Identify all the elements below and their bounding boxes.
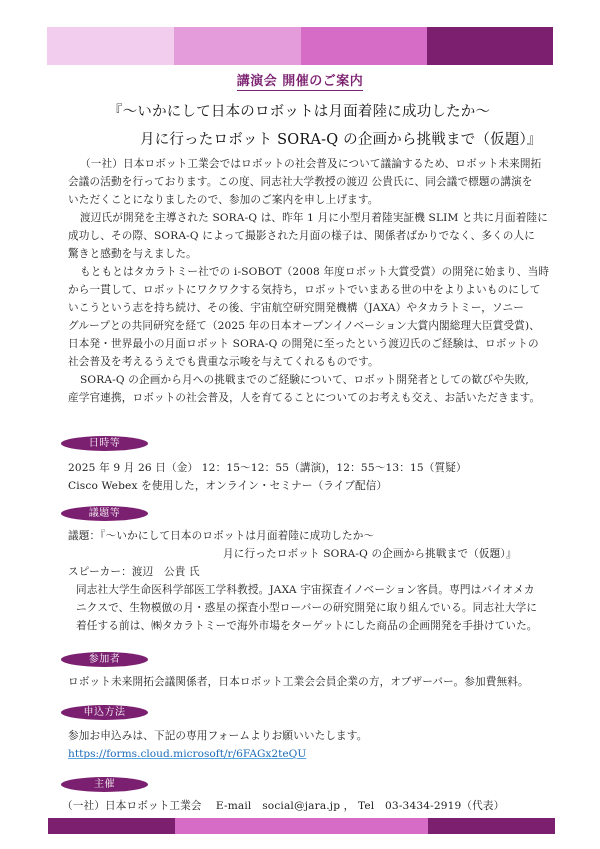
intro-line: グループとの共同研究を経て（2025 年の日本オープンイノベーション大賞内閣総理大臣賞受賞)、 bbox=[68, 320, 541, 332]
top-decorative-bar bbox=[47, 27, 553, 65]
topic-line-1: 議題：『〜いかにして日本のロボットは月面着陸に成功したか〜 bbox=[68, 530, 375, 542]
lecture-title-line-2: 月に行ったロボット SORA-Q の企画から挑戦まで（仮題）』 bbox=[140, 132, 542, 148]
bottom-bar-segment-3 bbox=[428, 818, 555, 834]
top-bar-segment-2 bbox=[174, 27, 301, 65]
intro-line: いこうという志を持ち続け、その後、宇宙航空研究開発機構（JAXA）やタカラトミー，ソニー bbox=[68, 302, 524, 314]
bottom-bar-segment-1 bbox=[48, 818, 175, 834]
application-form-link[interactable]: https://forms.cloud.microsoft/r/6FAGx2teQU bbox=[68, 748, 307, 760]
bottom-bar-segment-2 bbox=[175, 818, 428, 834]
section-label-topic: 議題等 bbox=[61, 506, 148, 521]
venue-line: Cisco Webex を使用した，オンライン・セミナー（ライブ配信） bbox=[68, 480, 388, 492]
top-bar-segment-4 bbox=[427, 27, 553, 65]
top-bar-segment-1 bbox=[47, 27, 174, 65]
intro-line: 渡辺氏が開発を主導された SORA-Q は、昨年 1 月に小型月着陸実証機 SLIM と共に月面着陸に bbox=[80, 212, 548, 224]
section-label-participants: 参加者 bbox=[61, 652, 148, 667]
section-label-organizer: 主催 bbox=[61, 777, 148, 792]
intro-line: （一社）日本ロボット工業会ではロボットの社会普及について議論するため、ロボット未来開拓 bbox=[80, 158, 542, 170]
bottom-decorative-bar bbox=[48, 818, 555, 834]
section-label-datetime: 日時等 bbox=[61, 436, 148, 451]
intro-line: 社会普及を考えるうえでも貴重な示唆を与えてくれるものです。 bbox=[68, 356, 379, 368]
intro-line: もともとはタカラトミー社での i-SOBOT（2008 年度ロボット大賞受賞）の開発に始まり、当時 bbox=[80, 266, 550, 278]
bio-line: ニクスで、生物模倣の月・惑星の探査小型ローバーの研究開発に取り組んでいる。同志社大学に bbox=[76, 602, 538, 614]
top-bar-segment-3 bbox=[301, 27, 427, 65]
intro-line: 驚きと感動を与えました。 bbox=[68, 248, 197, 260]
intro-line: 産学官連携，ロボットの社会普及，人を育てることについてのお考えも交え、お話いただきます。 bbox=[68, 392, 541, 404]
page-title bbox=[0, 70, 600, 89]
intro-line: 日本発・世界最小の月面ロボット SORA-Q の開発に至ったという渡辺氏のご経験は、ロボットの bbox=[68, 338, 539, 350]
intro-line: 成功し、その際、SORA-Q によって撮影された月面の様子は、関係者ばかりでなく、多くの人に bbox=[68, 230, 536, 242]
intro-line: いただくことになりましたので、参加のご案内を申し上げます。 bbox=[68, 194, 379, 206]
bio-line: 着任する前は、㈱タカラトミーで海外市場をターゲットにした商品の企画開発を手掛けていた。 bbox=[76, 620, 538, 632]
application-text: 参加お申込みは、下記の専用フォームよりお願いいたします。 bbox=[68, 730, 368, 742]
organizer-contact: （一社）日本ロボット工業会 E-mail social@jara.jp ， Tel 03-3434-2919（代表） bbox=[62, 800, 505, 812]
section-label-application: 申込方法 bbox=[61, 705, 148, 720]
page-title-text: 講演会 開催のご案内 bbox=[236, 74, 364, 89]
topic-line-2: 月に行ったロボット SORA-Q の企画から挑戦まで（仮題）』 bbox=[223, 548, 517, 560]
intro-line: 会議の活動を行っております。この度、同志社大学教授の渡辺 公貴氏に、同会議で標題の講演を bbox=[68, 176, 533, 188]
datetime-line: 2025 年 9 月 26 日（金） 12：15〜12：55（講演)，12：55〜13：15（質疑） bbox=[68, 462, 467, 474]
lecture-title-line-1: 『〜いかにして日本のロボットは月面着陸に成功したか〜 bbox=[108, 104, 491, 120]
intro-line: SORA-Q の企画から月への挑戦までのご経験について、ロボット開発者としての歓びや失敗, bbox=[80, 374, 529, 386]
speaker-line: スピーカー：渡辺 公貴 氏 bbox=[68, 566, 200, 578]
intro-line: から一貫して、ロボットにワクワクする気持ち，ロボットでいまある世の中をよりよいものにして bbox=[68, 284, 541, 296]
bio-line: 同志社大学生命医科学部医工学科教授。JAXA 宇宙探査イノベーション客員。専門はバイオメカ bbox=[76, 584, 535, 596]
participants-text: ロボット未来開拓会議関係者，日本ロボット工業会会員企業の方，オブザーバー。参加費無料。 bbox=[68, 676, 529, 688]
